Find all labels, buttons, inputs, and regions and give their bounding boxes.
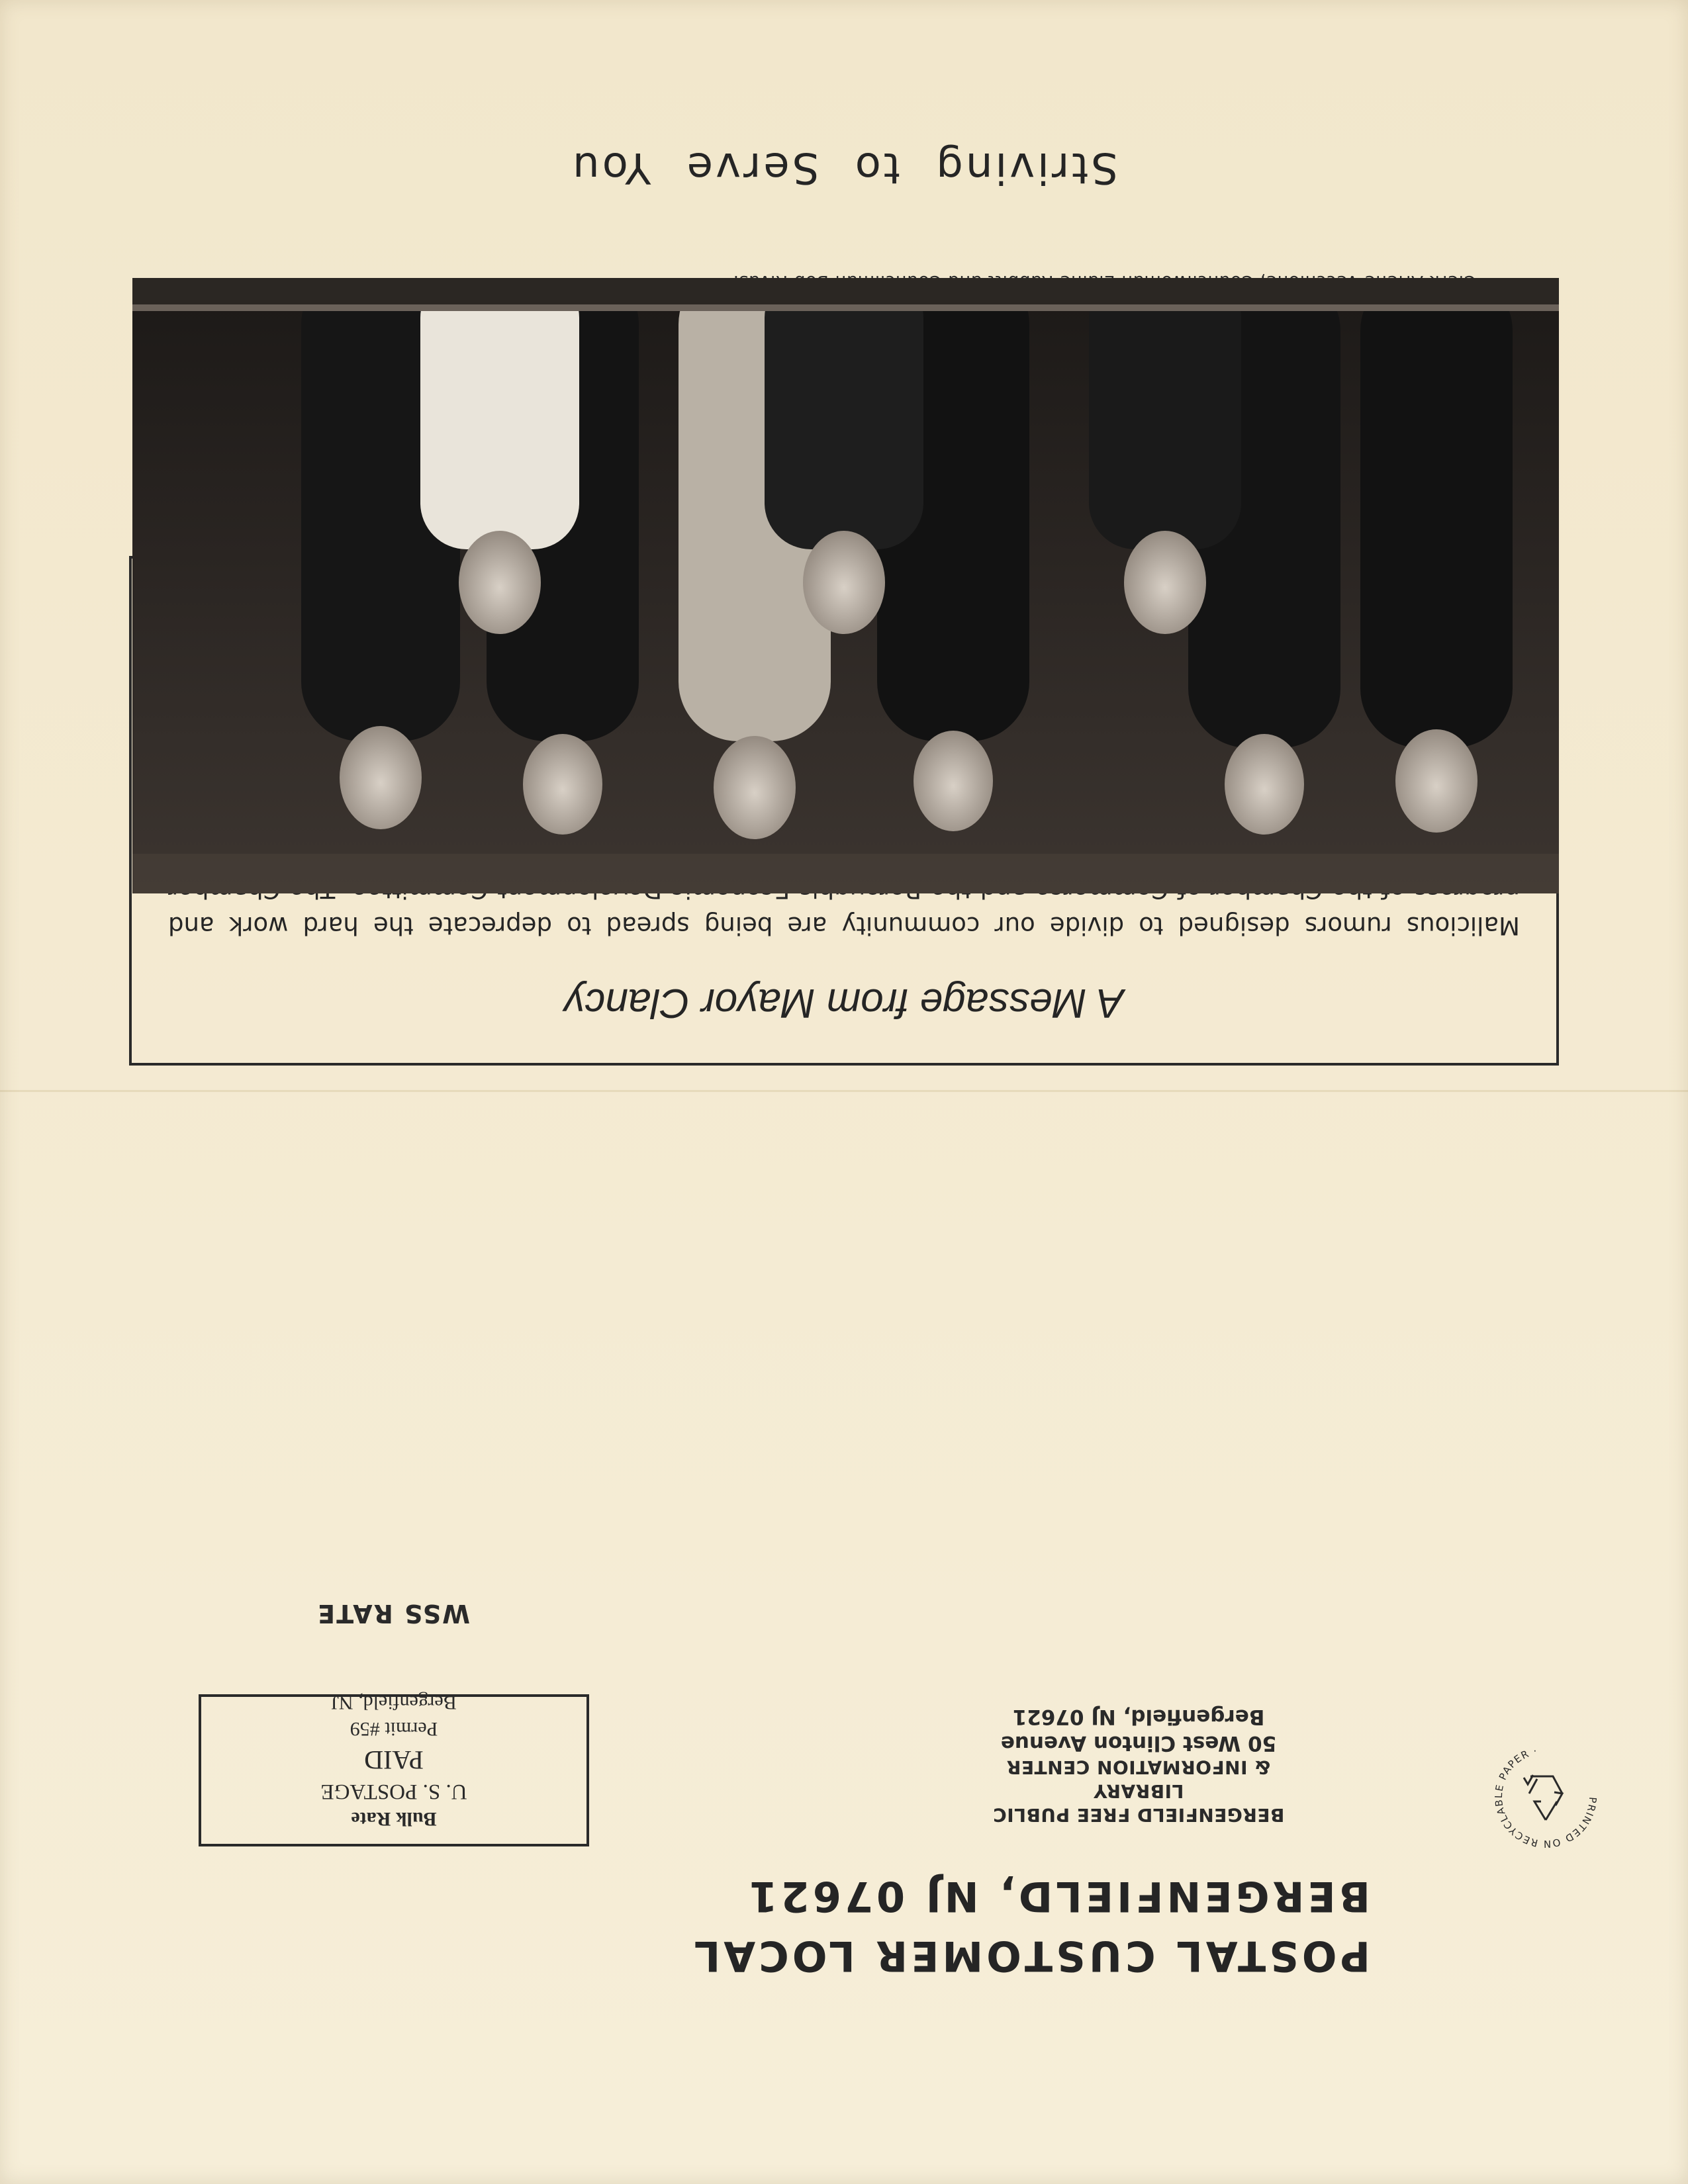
- postal-rate: WSS RATE: [316, 1599, 470, 1628]
- indicia-postage: U. S. POSTAGE: [320, 1780, 467, 1804]
- message-title: A Message from Mayor Clancy: [564, 980, 1124, 1026]
- svg-text:PRINTED ON RECYCLABLE PAPER ·: [1493, 1745, 1599, 1850]
- sender-name-cont: & INFORMATION CENTER: [1006, 1756, 1271, 1779]
- headline: Striving to Serve You: [570, 143, 1118, 192]
- recycle-icon: [1489, 1741, 1602, 1853]
- postage-indicia: [199, 1694, 589, 1846]
- sender-city: Bergenfield, NJ 07621: [1012, 1704, 1265, 1729]
- addressee: [311, 1866, 1370, 1985]
- sender-name: BERGENFIELD FREE PUBLIC LIBRARY: [992, 1780, 1285, 1826]
- return-address: [953, 1703, 1324, 1827]
- council-group-photo: [136, 278, 1559, 893]
- addressee-line1: POSTAL CUSTOMER LOCAL: [690, 1932, 1370, 1980]
- indicia-permit: Permit #59: [350, 1718, 438, 1741]
- message-text-start: Malicious rumors designed to divide our community are being spread to deprecate the hard work and: [168, 911, 1520, 940]
- recycle-seal: [1489, 1741, 1602, 1853]
- sender-street: 50 West Clinton Avenue: [1000, 1731, 1277, 1755]
- indicia-paid: PAID: [364, 1745, 424, 1775]
- indicia-city: Bergenfield, NJ: [331, 1692, 457, 1714]
- fold-line: [0, 1090, 1688, 1092]
- indicia-bulk-rate: Bulk Rate: [351, 1808, 437, 1830]
- recycle-ring-text: PRINTED ON RECYCLABLE PAPER ·: [1492, 1745, 1599, 1850]
- addressee-line2: BERGENFIELD, NJ 07621: [745, 1872, 1370, 1921]
